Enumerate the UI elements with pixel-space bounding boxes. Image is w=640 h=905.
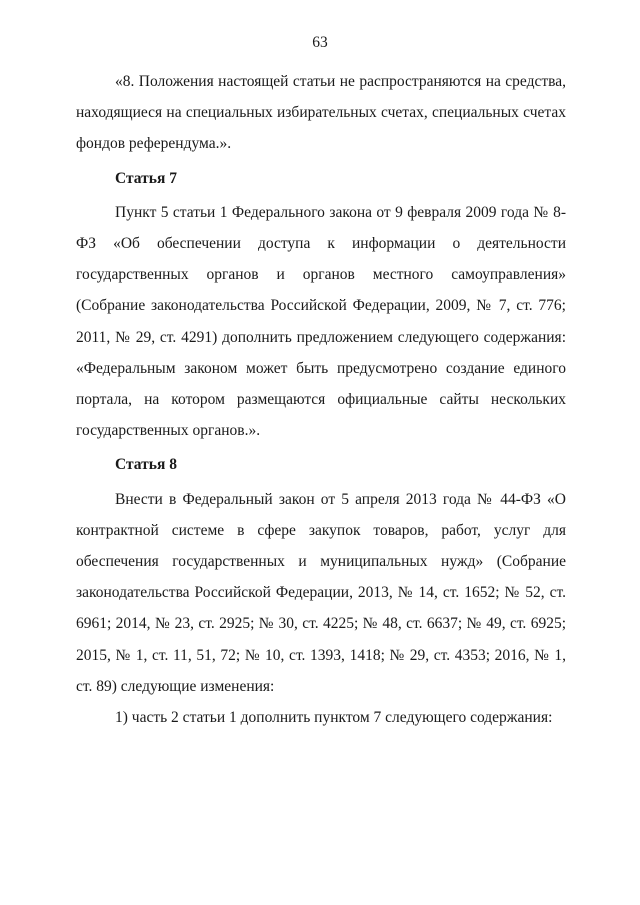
heading-article-8: Статья 8 <box>115 456 177 474</box>
paragraph-amendment-1: 1) часть 2 статьи 1 дополнить пунктом 7 следующего содержания: <box>115 709 553 727</box>
page-number: 63 <box>312 34 328 51</box>
paragraph-clause-8: «8. Положения настоящей статьи не распространяются на средства, находящиеся на специальных избирательных счетах, специальных счетах фондов референдума.». <box>76 73 566 153</box>
heading-article-7: Статья 7 <box>115 169 177 187</box>
paragraph-article-8: Внести в Федеральный закон от 5 апреля 2013 года № 44-ФЗ «О контрактной системе в сфере закупок товаров, работ, услуг для обеспечения государственных и муниципальных нужд» (Собрание законодательства Российской Федерации, 2013, № 14, ст. 1652; № 52, ст. 6961; 2014, № 23, ст. 2925; № 30, ст. 4225; № 48, ст. 6637; № 49, ст. 6925; 2015, № 1, ст. 11, 51, 72; № 10, ст. 1393, 1418; № 29, ст. 4353; 2016, № 1, ст. 89) следующие изменения: <box>76 490 566 695</box>
document-body <box>76 66 566 733</box>
paragraph-article-7: Пункт 5 статьи 1 Федерального закона от 9 февраля 2009 года № 8-ФЗ «Об обеспечении доступа к информации о деятельности государственных органов и органов местного самоуправления» (Собрание законодательства Российской Федерации, 2009, № 7, ст. 776; 2011, № 29, ст. 4291) дополнить предложением следующего содержания: «Федеральным законом может быть предусмотрено создание единого портала, на котором размещаются официальные сайты нескольких государственных органов.». <box>76 203 566 440</box>
